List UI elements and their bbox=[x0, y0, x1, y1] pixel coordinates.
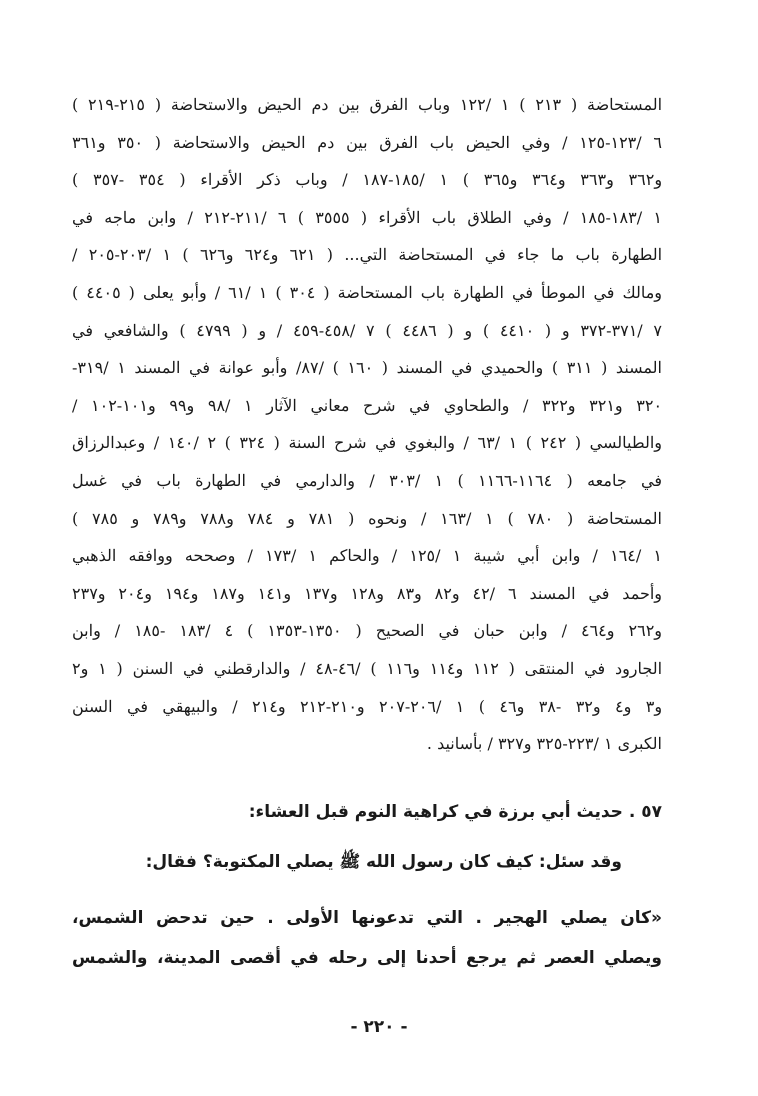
hadith-text bbox=[72, 898, 662, 978]
reference-line: الطهارة باب ما جاء في المستحاضة التي... ( ٦٢١ و٦٢٤ و٦٢٦ ) ١ /٢٠٣-٢٠٥ / bbox=[72, 245, 662, 265]
reference-line: المستحاضة ( ٢١٣ ) ١ /١٢٢ وباب الفرق بين دم الحيض والاستحاضة ( ٢١٥-٢١٩ ) bbox=[72, 95, 662, 114]
reference-line: الكبرى ١ /٢٢٣-٣٢٥ و٣٢٧ / بأسانيد . bbox=[426, 734, 662, 754]
page-number: - ٢٢٠ - bbox=[350, 1017, 408, 1037]
question-line: وقد سئل: كيف كان رسول الله ﷺ يصلي المكتوبة؟ فقال: bbox=[145, 852, 622, 872]
reference-line: و٣٦٢ و٣٦٣ و٣٦٤ و٣٦٥ ) ١ /١٨٥-١٨٧ / وباب ذكر الأقراء ( ٣٥٤ -٣٥٧ ) bbox=[72, 170, 662, 190]
reference-line: والطيالسي ( ٢٤٢ ) ١ /٦٣ / والبغوي في شرح السنة ( ٣٢٤ ) ٢ /١٤٠ / وعبدالرزاق bbox=[72, 433, 662, 453]
section-heading: ٥٧ . حديث أبي برزة في كراهية النوم قبل العشاء: bbox=[248, 802, 662, 822]
reference-line: المستحاضة ( ٧٨٠ ) ١ /١٦٣ / ونحوه ( ٧٨١ و ٧٨٤ و٧٨٨ و٧٨٩ و ٧٨٥ ) bbox=[72, 508, 662, 528]
reference-line: و٣ و٤ و٣٢ -٣٨ و٤٦ ) ١ /٢٠٦-٢٠٧ و٢١٠-٢١٢ و٢١٤ / والبيهقي في السنن bbox=[72, 696, 662, 716]
reference-line: ٦ /١٢٣-١٢٥ / وفي الحيض باب الفرق بين دم الحيض والاستحاضة ( ٣٥٠ و٣٦١ bbox=[72, 132, 662, 152]
reference-line: ٧ /٣٧١-٣٧٢ و ( ٤٤١٠ ) و ( ٤٤٨٦ ) ٧ /٤٥٨-٤٥٩ / و ( ٤٧٩٩ ) والشافعي في bbox=[72, 320, 662, 340]
hadith-line: ويصلي العصر ثم يرجع أحدنا إلى رحله في أقصى المدينة، والشمس bbox=[72, 948, 662, 968]
reference-line: المسند ( ٣١١ ) والحميدي في المسند ( ١٦٠ ) /٨٧/ وأبو عوانة في المسند ١ /٣١٩- bbox=[72, 358, 662, 378]
hadith-line: «كان يصلي الهجير . التي تدعونها الأولى . حين تدحض الشمس، bbox=[72, 908, 662, 928]
reference-line: ٣٢٠ و٣٢١ و٣٢٢ / والطحاوي في شرح معاني الآثار ١ /٩٨ و٩٩ و١٠١-١٠٢ / bbox=[72, 395, 662, 415]
reference-line: ١ /١٦٤ / وابن أبي شيبة ١ /١٢٥ / والحاكم ١ /١٧٣ / وصححه ووافقه الذهبي bbox=[72, 546, 662, 566]
reference-line: في جامعه ( ١١٦٤-١١٦٦ ) ١ /٣٠٣ / والدارمي في الطهارة باب في غسل bbox=[72, 470, 662, 490]
reference-line: الجارود في المنتقى ( ١١٢ و١١٤ و١١٦ ) /٤٦-٤٨ / والدارقطني في السنن ( ١ و٢ bbox=[72, 658, 662, 678]
reference-line: وأحمد في المسند ٦ /٤٢ و٨٢ و٨٣ و١٢٨ و١٣٧ و١٤١ و١٨٧ و١٩٤ و٢٠٤ و٢٣٧ bbox=[72, 583, 662, 603]
references-paragraph bbox=[72, 86, 662, 763]
reference-line: ومالك في الموطأ في الطهارة باب المستحاضة ( ٣٠٤ ) ١ /٦١ / وأبو يعلى ( ٤٤٠٥ ) bbox=[72, 282, 662, 302]
reference-line: ١ /١٨٣-١٨٥ / وفي الطلاق باب الأقراء ( ٣٥٥٥ ) ٦ /٢١١-٢١٢ / وابن ماجه في bbox=[72, 207, 662, 227]
reference-line: و٢٦٢ و٤٦٤ / وابن حبان في الصحيح ( ١٣٥٠-١٣٥٣ ) ٤ /١٨٣ -١٨٥ / وابن bbox=[72, 621, 662, 641]
